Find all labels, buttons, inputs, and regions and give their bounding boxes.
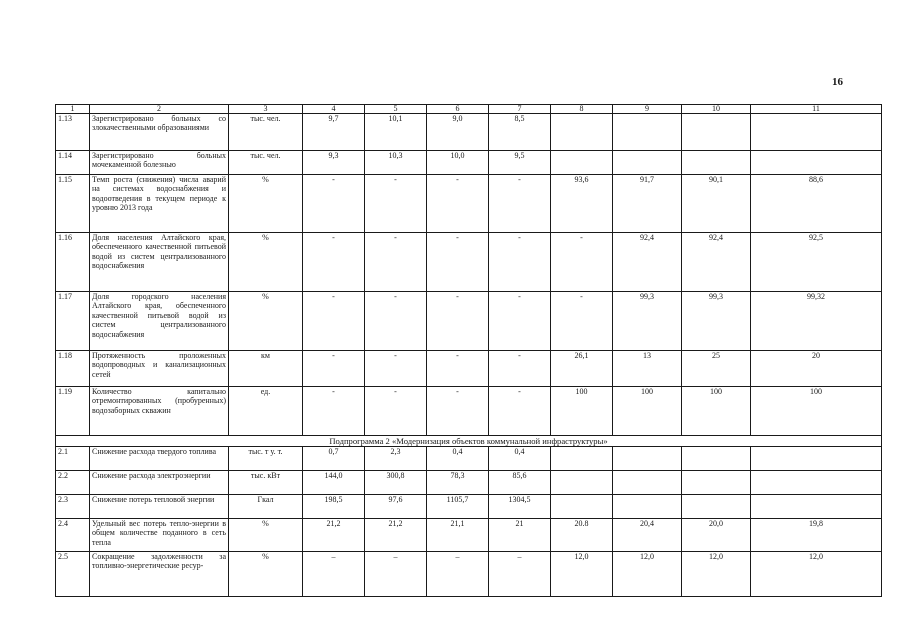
value-cell (551, 114, 613, 151)
row-number: 2.1 (56, 447, 90, 471)
value-cell: - (303, 292, 365, 351)
value-cell: 88,6 (751, 175, 882, 233)
value-cell: 93,6 (551, 175, 613, 233)
value-cell: - (365, 175, 427, 233)
table-row (56, 233, 882, 292)
value-cell: 92,4 (613, 233, 682, 292)
unit-cell: % (229, 519, 303, 552)
value-cell: - (427, 351, 489, 387)
subprogram-title: Подпрограмма 2 «Модернизация объектов коммунальной инфраструктуры» (56, 436, 882, 447)
row-number: 2.2 (56, 471, 90, 495)
value-cell: - (427, 292, 489, 351)
row-number: 2.4 (56, 519, 90, 552)
table-row (56, 552, 882, 597)
value-cell: 90,1 (682, 175, 751, 233)
value-cell (682, 151, 751, 175)
value-cell: 12,0 (682, 552, 751, 597)
column-header: 1 (56, 105, 90, 114)
header-row (56, 105, 882, 114)
value-cell: 26,1 (551, 351, 613, 387)
value-cell: 0,4 (427, 447, 489, 471)
value-cell: - (551, 233, 613, 292)
column-header: 10 (682, 105, 751, 114)
value-cell: 13 (613, 351, 682, 387)
table-row (56, 151, 882, 175)
value-cell: 2,3 (365, 447, 427, 471)
value-cell: 9,7 (303, 114, 365, 151)
column-header: 4 (303, 105, 365, 114)
value-cell (682, 114, 751, 151)
indicator-name: Количество капитально отремонтированных (пробуренных) водозаборных скважин (90, 387, 229, 436)
value-cell: - (427, 175, 489, 233)
value-cell: 1105,7 (427, 495, 489, 519)
table-row (56, 471, 882, 495)
value-cell: - (365, 292, 427, 351)
value-cell: - (489, 292, 551, 351)
value-cell: - (365, 351, 427, 387)
value-cell: 0,7 (303, 447, 365, 471)
unit-cell: тыс. т у. т. (229, 447, 303, 471)
indicator-name: Зарегистрировано больных со злокачественными образованиями (90, 114, 229, 151)
value-cell: 78,3 (427, 471, 489, 495)
unit-cell: тыс. чел. (229, 114, 303, 151)
value-cell: - (303, 233, 365, 292)
value-cell: 9,0 (427, 114, 489, 151)
value-cell (682, 471, 751, 495)
column-header: 6 (427, 105, 489, 114)
value-cell: 99,32 (751, 292, 882, 351)
value-cell: 10,1 (365, 114, 427, 151)
value-cell: - (551, 292, 613, 351)
unit-cell: Гкал (229, 495, 303, 519)
value-cell: - (489, 233, 551, 292)
value-cell: 9,3 (303, 151, 365, 175)
value-cell: 92,4 (682, 233, 751, 292)
unit-cell: % (229, 292, 303, 351)
table-row (56, 447, 882, 471)
unit-cell: % (229, 552, 303, 597)
value-cell: 0,4 (489, 447, 551, 471)
subprogram-row (56, 436, 882, 447)
indicator-name: Доля городского населения Алтайского края, обеспеченного качественной питьевой водой из систем централизованного водоснабжения (90, 292, 229, 351)
value-cell: 300,8 (365, 471, 427, 495)
value-cell: 100 (682, 387, 751, 436)
value-cell: 19,8 (751, 519, 882, 552)
indicator-name: Протяженность проложенных водопроводных и канализационных сетей (90, 351, 229, 387)
indicator-name: Темп роста (снижения) числа аварий на системах водоснабжения и водоотведения в текущем периоде к уровню 2013 года (90, 175, 229, 233)
value-cell (751, 495, 882, 519)
value-cell: 1304,5 (489, 495, 551, 519)
value-cell: 12,0 (751, 552, 882, 597)
indicator-name: Зарегистрировано больных мочекаменной болезнью (90, 151, 229, 175)
value-cell: 20,0 (682, 519, 751, 552)
indicator-name: Снижение расхода твердого топлива (90, 447, 229, 471)
value-cell (613, 114, 682, 151)
column-header: 2 (90, 105, 229, 114)
value-cell (751, 114, 882, 151)
value-cell: 20.8 (551, 519, 613, 552)
column-header: 8 (551, 105, 613, 114)
value-cell: - (489, 175, 551, 233)
column-header: 11 (751, 105, 882, 114)
row-number: 1.17 (56, 292, 90, 351)
value-cell: 99,3 (682, 292, 751, 351)
unit-cell: км (229, 351, 303, 387)
unit-cell: ед. (229, 387, 303, 436)
indicator-name: Снижение потерь тепловой энергии (90, 495, 229, 519)
value-cell: 97,6 (365, 495, 427, 519)
column-header: 5 (365, 105, 427, 114)
unit-cell: тыс. кВт (229, 471, 303, 495)
value-cell: 21,2 (365, 519, 427, 552)
unit-cell: % (229, 233, 303, 292)
page-number: 16 (832, 76, 843, 88)
value-cell: 21,2 (303, 519, 365, 552)
value-cell: 100 (613, 387, 682, 436)
row-number: 1.19 (56, 387, 90, 436)
row-number: 2.5 (56, 552, 90, 597)
column-header: 3 (229, 105, 303, 114)
row-number: 1.13 (56, 114, 90, 151)
value-cell (751, 151, 882, 175)
value-cell (682, 495, 751, 519)
value-cell: - (427, 387, 489, 436)
table-row (56, 175, 882, 233)
value-cell: - (489, 387, 551, 436)
value-cell: 100 (551, 387, 613, 436)
table-row (56, 292, 882, 351)
value-cell: 21 (489, 519, 551, 552)
value-cell (551, 495, 613, 519)
table-row (56, 495, 882, 519)
indicator-name: Снижение расхода электроэнергии (90, 471, 229, 495)
value-cell (751, 471, 882, 495)
value-cell (613, 495, 682, 519)
table-row (56, 387, 882, 436)
value-cell (613, 471, 682, 495)
value-cell: 100 (751, 387, 882, 436)
value-cell: 12,0 (551, 552, 613, 597)
value-cell: 10,3 (365, 151, 427, 175)
table-row (56, 114, 882, 151)
row-number: 1.15 (56, 175, 90, 233)
value-cell: - (303, 175, 365, 233)
table-row (56, 351, 882, 387)
unit-cell: % (229, 175, 303, 233)
value-cell: 20 (751, 351, 882, 387)
value-cell: - (427, 233, 489, 292)
value-cell: 198,5 (303, 495, 365, 519)
value-cell: 25 (682, 351, 751, 387)
value-cell: - (489, 351, 551, 387)
value-cell: - (365, 387, 427, 436)
value-cell: 91,7 (613, 175, 682, 233)
value-cell: – (365, 552, 427, 597)
value-cell (613, 447, 682, 471)
value-cell: - (365, 233, 427, 292)
value-cell (551, 471, 613, 495)
value-cell: – (303, 552, 365, 597)
value-cell (613, 151, 682, 175)
value-cell: 144,0 (303, 471, 365, 495)
value-cell: – (489, 552, 551, 597)
table-row (56, 519, 882, 552)
value-cell (551, 447, 613, 471)
unit-cell: тыс. чел. (229, 151, 303, 175)
row-number: 2.3 (56, 495, 90, 519)
value-cell: - (303, 351, 365, 387)
value-cell: 10,0 (427, 151, 489, 175)
value-cell: – (427, 552, 489, 597)
value-cell: 85,6 (489, 471, 551, 495)
value-cell: 12,0 (613, 552, 682, 597)
value-cell (751, 447, 882, 471)
row-number: 1.16 (56, 233, 90, 292)
value-cell: 20,4 (613, 519, 682, 552)
indicator-name: Доля населения Алтайского края, обеспеченного качественной питьевой водой из систем централизованного водоснабжения (90, 233, 229, 292)
value-cell: 9,5 (489, 151, 551, 175)
indicators-table (55, 104, 882, 597)
value-cell: 8,5 (489, 114, 551, 151)
value-cell: 99,3 (613, 292, 682, 351)
value-cell: 21,1 (427, 519, 489, 552)
row-number: 1.18 (56, 351, 90, 387)
indicator-name: Удельный вес потерь тепло-энергии в общем количестве поданного в сеть тепла (90, 519, 229, 552)
column-header: 9 (613, 105, 682, 114)
row-number: 1.14 (56, 151, 90, 175)
value-cell (551, 151, 613, 175)
value-cell (682, 447, 751, 471)
value-cell: - (303, 387, 365, 436)
value-cell: 92,5 (751, 233, 882, 292)
indicator-name: Сокращение задолженности за топливно-энергетические ресур- (90, 552, 229, 597)
column-header: 7 (489, 105, 551, 114)
